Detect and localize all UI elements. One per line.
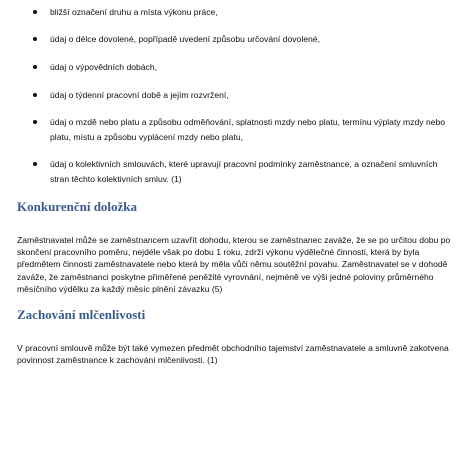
bullet-icon — [33, 162, 37, 166]
bullet-icon — [33, 120, 37, 124]
bullet-icon — [33, 10, 37, 14]
list-item — [50, 88, 455, 103]
bullet-icon — [33, 37, 37, 41]
section-heading: Konkurenční doložka — [17, 199, 138, 214]
list-item-text: údaj o délce dovolené, popřípadě uvedení způsobu určování dovolené, — [50, 34, 320, 44]
list-item — [50, 5, 455, 20]
list-item-text: údaj o výpovědních dobách, — [50, 62, 158, 72]
list-item — [50, 32, 455, 47]
section-heading: Zachování mlčenlivosti — [17, 307, 146, 322]
section-paragraph: Zaměstnavatel může se zaměstnancem uzavřít dohodu, kterou se zaměstnanec zaváže, že se po určitou dobu po skončení pracovního poměru, nejdéle však po dobu 1 roku, zdrží výkonu výdělečné činnosti, která by byla předmětem činnosti zaměstnavatele nebo která by měla vůči němu soutěžní povahu. Zaměstnavatel se v dohodě zaváže, že zaměstnanci poskytne přiměřené peněžité vyrovnání, nejméně ve výši jedné poloviny průměrného měsíčního výdělku za každý měsíc plnění závazku (5) — [17, 235, 451, 294]
bullet-icon — [33, 93, 37, 97]
list-item-text: bližší označení druhu a místa výkonu práce, — [50, 7, 218, 17]
list-item — [50, 60, 455, 75]
list-item — [50, 115, 455, 144]
section-paragraph: V pracovní smlouvě může být také vymezen předmět obchodního tajemství zaměstnavatele a smluvně zakotvena povinnost zaměstnance k zachování mlčenlivosti. (1) — [17, 343, 449, 366]
list-item-text: údaj o mzdě nebo platu a způsobu odměňování, splatnosti mzdy nebo platu, termínu výplaty mzdy nebo platu, místu a způsobu vyplácení mzdy nebo platu, — [50, 117, 446, 142]
bullet-icon — [33, 65, 37, 69]
list-item-text: údaj o kolektivních smlouvách, které upravují pracovní podmínky zaměstnance, a označení smluvních stran těchto kolektivních smluv. (1) — [50, 159, 438, 184]
list-item — [50, 157, 455, 186]
list-item-text: údaj o týdenní pracovní době a jejím rozvržení, — [50, 90, 229, 100]
